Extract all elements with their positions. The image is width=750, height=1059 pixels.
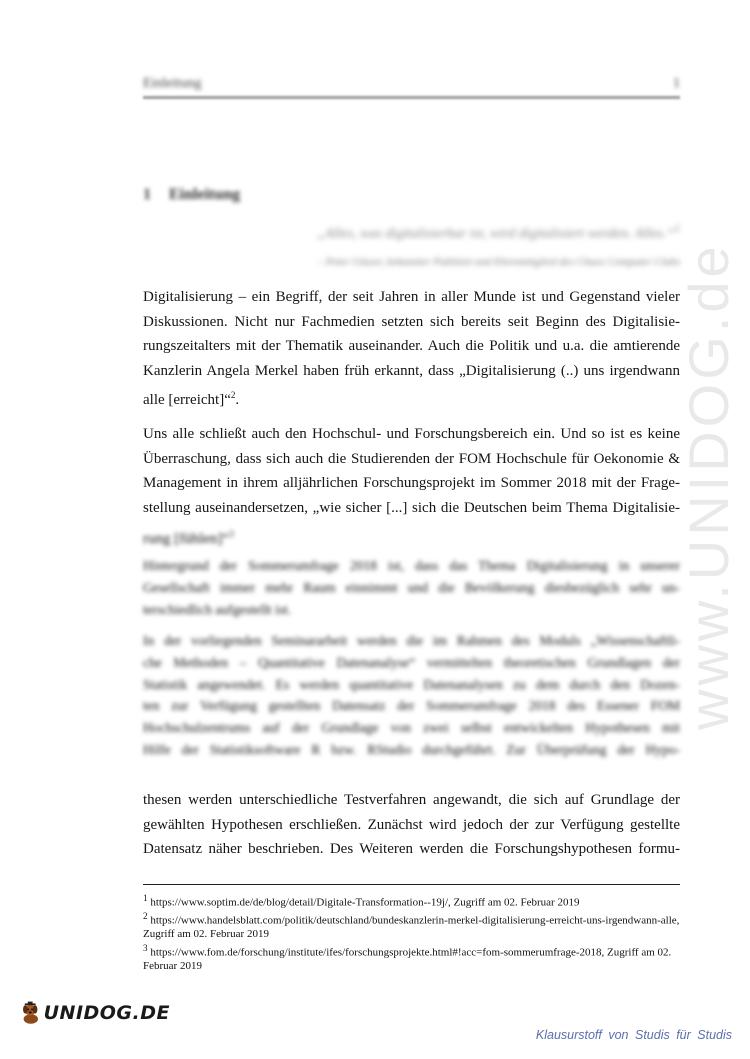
watermark: www.UNIDOG.de	[677, 242, 740, 730]
quote-text: „Alles, was digitalisierbar ist, wird digitalisiert werden. Alles.“	[317, 226, 675, 242]
text-line: thesen werden unterschiedliche Testverfahren angewandt, die sich auf Grundlage der	[143, 792, 680, 808]
text-line: Digitalisierung – ein Begriff, der seit Jahren in aller Munde ist und Gegenstand vieler	[143, 289, 680, 305]
text-line: Überraschung, dass sich auch die Studierenden der FOM Hochschule für Oekonomie &	[143, 450, 680, 467]
footnote	[143, 892, 680, 910]
running-header	[143, 70, 680, 92]
footnote-number: 3	[143, 942, 148, 953]
footnotes	[143, 892, 680, 973]
footnote	[143, 942, 680, 974]
text-fragment: rung [fühlen]“	[143, 531, 230, 547]
text-line: terschiedlich aufgestellt ist.	[143, 601, 292, 617]
footnote-ref: 1	[674, 222, 680, 235]
epigraph-quote	[317, 222, 680, 243]
text-line: Management in ihrem alljährlichen Forschungsprojekt im Sommer 2018 mit der Frage-	[143, 475, 680, 492]
footnote-link[interactable]: https://www.fom.de/forschung/institute/ifes/forschungsprojekte.html#!acc=fom-sommerumfrage-2018, Zugriff am 02. Februar 2019	[143, 946, 672, 972]
paragraph-2	[143, 422, 680, 520]
footnote-number: 2	[143, 911, 148, 922]
text-line: In der vorliegenden Seminararbeit werden die im Rahmen des Moduls „Wissenschaftli-	[143, 633, 680, 648]
text-line: rungszeitalters mit der Thematik auseinander. Auch die Politik und u.a. die amtierende	[143, 338, 680, 355]
chapter-heading	[143, 186, 240, 204]
header-chapter: Einleitung	[143, 76, 202, 91]
text-line: Hilfe der Statistiksoftware R bzw. RStudio durchgeführt. Zur Überprüfung der Hypo-	[143, 741, 680, 757]
unidog-logo[interactable]	[20, 990, 170, 1036]
logo-text: UNIDOG.DE	[43, 1002, 170, 1024]
text-line: che Methoden – Quantitative Datenanalyse“ vermittelten theoretischen Grundlagen der	[143, 654, 680, 670]
dog-mascot-icon	[20, 993, 42, 1033]
footnote-number: 1	[143, 893, 148, 903]
footnote-rule	[143, 884, 680, 885]
text-line: Diskussionen. Nicht nur Fachmedien setzten sich bereits seit Beginn des Digitalisie-	[143, 313, 680, 330]
text-line: Kanzlerin Angela Merkel haben früh erkannt, dass „Digitalisierung (..) uns irgendwann	[143, 362, 680, 379]
text-line: gewählten Hypothesen erschließen. Zunächst wird jedoch der zur Verfügung gestellte	[143, 816, 680, 833]
footnote-link[interactable]: https://www.soptim.de/de/blog/detail/Digitale-Transformation--19j/, Zugriff am 02. Februar 2019	[150, 896, 580, 909]
text-line: Uns alle schließt auch den Hochschul- und Forschungsbereich ein. Und so ist es keine	[143, 426, 680, 442]
paragraph-3-blurred	[143, 555, 680, 620]
paragraph-4-blurred	[143, 630, 680, 761]
quote-attribution: – Peter Glaser, bekannter Publizist und Ehrenmitglied des Chaos Computer Clubs	[317, 256, 680, 268]
chapter-number: 1	[143, 186, 151, 203]
text-line: Hintergrund der Sommerumfrage 2018 ist, dass das Thema Digitalisierung in unserer	[143, 558, 680, 573]
text-line: Datensatz näher beschrieben. Des Weiteren werden die Forschungshypothesen formu-	[143, 841, 680, 858]
footnote-link[interactable]: https://www.handelsblatt.com/politik/deutschland/bundeskanzlerin-merkel-digitalisierung-erreicht-uns-irgendwann-alle, Zugriff am 02. Februar 2019	[143, 914, 680, 941]
text-line: stellung auseinandersetzen, „wie sicher [...] sich die Deutschen beim Thema Digitalisie-	[143, 499, 680, 516]
slogan: Klausurstoff von Studis für Studis	[535, 1028, 732, 1042]
paragraph-2-last-line	[143, 522, 680, 552]
header-rule	[143, 96, 680, 99]
footnote	[143, 910, 680, 942]
text-line: Statistik angewendet. Es werden quantitative Datenanalysen zu dem durch den Dozen-	[143, 676, 680, 692]
paragraph-1	[143, 285, 680, 413]
text-line	[143, 383, 680, 413]
chapter-title: Einleitung	[169, 186, 241, 203]
paragraph-5	[143, 788, 680, 862]
text-line: Gesellschaft immer mehr Raum einnimmt und die Bevölkerung diesbezüglich sehr un-	[143, 579, 680, 595]
header-page-number: 1	[673, 76, 680, 91]
text-line: ten zur Verfügung gestellten Datensatz der Sommerumfrage 2018 des Essener FOM	[143, 698, 680, 714]
text-fragment: alle [erreicht]“	[143, 392, 231, 409]
footnote-ref: 2	[230, 390, 236, 401]
text-line: Hochschulzentrums auf der Grundlage von zwei selbst entwickelten Hypothesen mit	[143, 720, 680, 736]
text-fragment: .	[235, 392, 240, 409]
footnote-ref: 3	[229, 529, 234, 539]
